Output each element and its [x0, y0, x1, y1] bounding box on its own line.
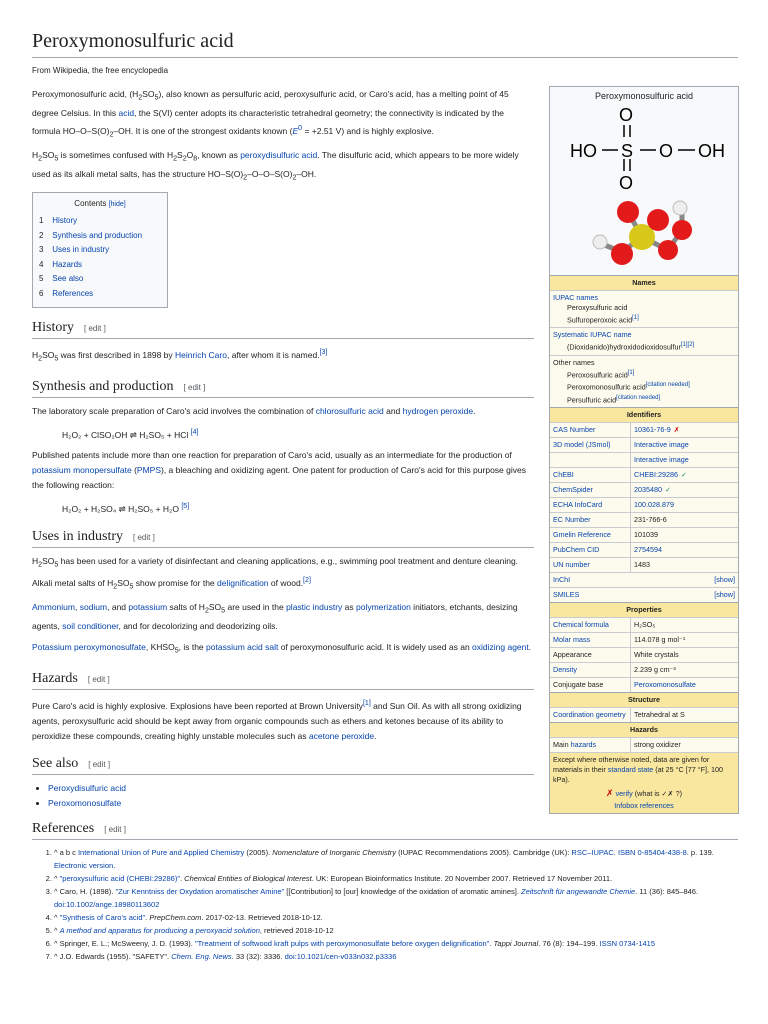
check-cross-icon: ✓✗ — [661, 788, 674, 798]
chembox — [549, 86, 739, 814]
infobox-section-structure: Structure — [550, 692, 738, 707]
polymerization-link[interactable]: polymerization — [356, 602, 411, 613]
reference-item: 2. ^ "peroxysulfuric acid (CHEBI:29286)". Chemical Entities of Biological Interest. UK: European Bioinformatics Institute. 20 November 2007. Retrieved 17 November 2011. — [54, 872, 738, 885]
identifier-value[interactable]: 2035480 — [634, 484, 662, 494]
identifier-value: 1483 — [634, 559, 650, 569]
structural-formula-image — [550, 107, 738, 189]
show-button[interactable]: [show] — [714, 574, 735, 584]
peroxydisulfuric-acid-link[interactable]: peroxydisulfuric acid — [240, 150, 318, 161]
infobox-section-hazards: Hazards — [550, 722, 738, 737]
infobox-row-inchi: InChI [show] — [550, 572, 738, 587]
infobox-systematic-name: Systematic IUPAC name (Dioxidanido)hydroxidodioxidosulfur[1][2] — [550, 327, 738, 354]
citation-link[interactable]: [2] — [303, 575, 311, 584]
reference-item: 7. ^ J.O. Edwards (1955). "SAFETY". Chem. Eng. News. 33 (32): 3336. doi:10.1021/cen-v033n032.p3336 — [54, 950, 738, 963]
toc-title: Contents [hide] — [74, 198, 126, 208]
standard-state-link[interactable]: standard state — [607, 764, 654, 774]
citation-link[interactable]: [1] — [362, 698, 371, 707]
intro-paragraph-2: $H_2SO_5$ is sometimes confused with $H_2S_2O_8$, known as peroxydisulfuric acid. The disulfuric acid, which appears to be more widely used as its alkali metal salts, has the structure $HO-S(O)_2-O-O-S(O)_2-OH$. — [32, 150, 519, 182]
edit-link[interactable]: [ edit ] — [133, 533, 155, 543]
uses-paragraph-1: $H_2SO_5$ has been used for a variety of disinfectant and cleaning applications, e.g., swimming pool treatment and denture cleaning. Alkali metal salts of $H_2SO_5$ show promise for the delignification of wood.[2] — [32, 556, 519, 591]
infobox-row-coordination: Coordination geometry Tetrahedral at S — [550, 707, 738, 722]
systematic-name-link[interactable]: Systematic IUPAC name — [553, 330, 632, 340]
struct-ho: HO — [570, 141, 597, 161]
infobox-identifier-row — [550, 557, 738, 572]
pmps-link[interactable]: PMPS — [136, 465, 161, 476]
citation-link[interactable]: [3] — [319, 348, 328, 357]
synthesis-paragraph-2: Published patents include more than one reaction for preparation of Caro's acid, usually as an intermediate for the production of potassium monopersulfate (PMPS), a bleaching and oxidizing agent. One patent for production of Caro's acid for this purpose gives the following reaction: — [32, 450, 526, 491]
chlorosulfuric-acid-link[interactable]: chlorosulfuric acid — [315, 405, 384, 416]
toc-item-history[interactable]: 1 History — [39, 216, 78, 226]
infobox-identifier-row — [550, 512, 738, 527]
identifier-label[interactable]: 3D model (JSmol) — [553, 439, 611, 449]
struct-oh: OH — [698, 141, 725, 161]
page-title: Peroxymonosulfuric acid — [32, 30, 738, 58]
ammonium-link[interactable]: Ammonium — [32, 602, 75, 613]
sodium-link[interactable]: sodium — [79, 602, 108, 613]
heinrich-caro-link[interactable]: Heinrich Caro — [175, 349, 227, 360]
identifier-label[interactable]: ECHA InfoCard — [553, 499, 603, 509]
potassium-link[interactable]: potassium — [128, 602, 168, 613]
infobox-row-appearance: Appearance White crystals — [550, 647, 738, 662]
uses-paragraph-3: Potassium peroxymonosulfate, $KHSO_5$, is the potassium acid salt of peroxymonosulfuric acid. It is widely used as an oxidizing agent. — [32, 642, 532, 655]
infobox-section-names: Names — [550, 275, 738, 290]
infobox-footer: Except where otherwise noted, data are given for materials in their standard state (at 25 °C [77 °F], 100 kPa). ✗ verify (what is ✓✗ ?) Infobox references — [550, 752, 738, 813]
infobox-identifier-row — [550, 542, 738, 557]
hydrogen-peroxide-link[interactable]: hydrogen peroxide — [402, 405, 474, 416]
identifier-value[interactable]: Interactive image — [634, 439, 689, 449]
citation-link[interactable]: [4] — [190, 427, 199, 436]
toc-item-see-also[interactable]: 5 See also — [39, 274, 84, 284]
acetone-peroxide-link[interactable]: acetone peroxide — [308, 730, 375, 741]
delignification-link[interactable]: delignification — [217, 577, 269, 588]
infobox-row-density: Density 2.239 g cm⁻³ — [550, 662, 738, 677]
identifier-value[interactable]: CHEBI:29286 — [634, 469, 678, 479]
reference-item: 4. ^ "Synthesis of Caro's acid". PrepChem.com. 2017-02-13. Retrieved 2018-10-12. — [54, 911, 738, 924]
identifier-label[interactable]: PubChem CID — [553, 544, 600, 554]
infobox-identifier-row — [550, 482, 738, 497]
check-icon: ✓ — [680, 469, 687, 479]
synthesis-paragraph-1: The laboratory scale preparation of Caro's acid involves the combination of chlorosulfuric acid and hydrogen peroxide. — [32, 405, 476, 416]
identifier-label[interactable]: EC Number — [553, 514, 591, 524]
iupac-names-link[interactable]: IUPAC names — [553, 293, 599, 302]
plastic-industry-link[interactable]: plastic industry — [286, 602, 343, 613]
infobox-row-main-hazards: Main hazards strong oxidizer — [550, 737, 738, 752]
infobox-identifier-row — [550, 527, 738, 542]
edit-link[interactable]: [ edit ] — [104, 824, 126, 834]
toc-item-synthesis[interactable]: 2 Synthesis and production — [39, 230, 143, 240]
infobox-row-smiles: SMILES [show] — [550, 587, 738, 602]
cross-icon: ✗ — [606, 787, 614, 798]
see-also-heading: See also [ edit ] — [32, 756, 534, 775]
verify-link[interactable]: verify — [615, 788, 633, 798]
potassium-acid-salt-link[interactable]: potassium acid salt — [206, 642, 279, 653]
uses-paragraph-2: Ammonium, sodium, and potassium salts of $H_2SO_5$ are used in the plastic industry as polymerization initiators, etchants, desizing agents, soil conditioner, and for decolorizing and deodorizing oils. — [32, 602, 518, 632]
see-also-link[interactable]: Peroxydisulfuric acid — [48, 782, 126, 793]
list-item — [48, 781, 534, 796]
references-list — [32, 846, 738, 963]
infobox-title: Peroxymonosulfuric acid — [594, 91, 694, 101]
page-subtitle: From Wikipedia, the free encyclopedia — [32, 66, 169, 75]
identifier-label[interactable]: CAS Number — [553, 424, 596, 434]
identifiers-rows — [550, 422, 738, 572]
check-icon: ✓ — [664, 484, 672, 494]
table-of-contents — [32, 192, 168, 309]
infobox-iupac-names: IUPAC names Peroxysulfuric acid Sulfuroperoxoic acid[1] — [550, 290, 738, 327]
main-content — [32, 87, 534, 811]
page — [32, 30, 738, 963]
hazards-heading: Hazards [ edit ] — [32, 671, 534, 690]
oxidizing-agent-link[interactable]: oxidizing agent — [472, 642, 529, 653]
equation-2: H₂O₂ + H₂SO₄ ⇌ H₂SO₅ + H₂O [5] — [62, 502, 190, 515]
soil-conditioner-link[interactable]: soil conditioner — [62, 621, 119, 632]
identifier-value[interactable]: Interactive image — [634, 454, 689, 464]
infobox-section-identifiers: Identifiers — [550, 407, 738, 422]
reference-item: 5. ^ A method and apparatus for producing a peroxyacid solution, retrieved 2018-10-12 — [54, 924, 738, 937]
struct-s: S — [621, 141, 634, 161]
identifier-value: 101039 — [634, 529, 658, 539]
toc-item-references[interactable]: 6 References — [39, 288, 94, 298]
equation-1: H₂O₂ + ClSO₂OH ⇌ H₂SO₅ + HCl [4] — [62, 427, 199, 440]
infobox-identifier-row — [550, 452, 738, 467]
references-heading: References [ edit ] — [32, 821, 738, 840]
history-heading: History [ edit ] — [32, 320, 534, 339]
infobox-identifier-row — [550, 467, 738, 482]
synthesis-heading: Synthesis and production [ edit ] — [32, 379, 534, 398]
uses-heading: Uses in industry [ edit ] — [32, 529, 534, 548]
ball-and-stick-model-image — [550, 192, 738, 272]
identifier-value[interactable]: 2754594 — [634, 544, 662, 554]
reference-item: 6. ^ Springer, E. L.; McSweeny, J. D. (1993). "Treatment of softwood kraft pulps with peroxymonosulfate before oxygen delignification". Tappi Journal. 76 (8): 194–199. ISSN 0734-1415 — [54, 937, 738, 950]
infobox-section-properties: Properties — [550, 602, 738, 617]
toc-item-uses[interactable]: 3 Uses in industry — [39, 245, 110, 255]
infobox-identifier-row — [550, 422, 738, 437]
infobox-references-link[interactable]: Infobox references — [614, 800, 674, 810]
edit-link[interactable]: [ edit ] — [183, 382, 206, 392]
infobox-identifier-row — [550, 437, 738, 452]
identifier-label[interactable]: UN number — [553, 559, 590, 569]
reference-item: 3. ^ Caro, H. (1898). "Zur Kenntniss der Oxydation aromatischer Amine" [[Contribution] to [our] knowledge of the oxidation of aromatic amines]. Zeitschrift für angewandte Chemie. 11 (36): 845–846. doi:10.1002/ange.18980113602 — [54, 885, 738, 911]
infobox-row-formula: Chemical formula H₂SO₅ — [550, 617, 738, 632]
infobox-other-names: Other names Peroxosulfuric acid[1] Peroxomonosulfuric acid[citation needed] Persulfuric acid[citation needed] — [550, 355, 738, 407]
infobox-row-conjugate-base: Conjugate base Peroxomonosulfate — [550, 677, 738, 692]
hazards-paragraph: Pure Caro's acid is highly explosive. Explosions have been reported at Brown University[1] and Sun Oil. As with all strong oxidizing agents, peroxysulfuric acid should be kept away from organic compounds such as ethers and ketones because of its ability to peroxidize these compounds, creating highly unstable molecules such as acetone peroxide. — [32, 698, 522, 741]
infobox-identifier-row — [550, 497, 738, 512]
identifier-label[interactable]: ChemSpider — [553, 484, 593, 494]
intro-paragraph-1: Peroxymonosulfuric acid, $(H_2SO_5)$, also known as persulfuric acid, peroxysulfuric acid, or Caro's acid, has a melting point of 45 degree Celsius. In this acid, the S(VI) center adopts its characteristic tetrahedral geometry; the connectivity is indicated by the formula $HO-O-S(O)_2-OH$. It is one of the strongest oxidants known (E$^0$ = +2.51 V) and is highly explosive. — [32, 89, 509, 139]
identifier-value: 231-766-6 — [634, 514, 667, 524]
potassium-monopersulfate-link[interactable]: potassium monopersulfate — [32, 465, 132, 476]
see-also-link[interactable]: Peroxomonosulfate — [48, 797, 122, 808]
list-item — [48, 796, 534, 811]
toc-hide-link[interactable]: [hide] — [108, 200, 126, 208]
edit-link[interactable]: [ edit ] — [88, 759, 111, 769]
history-paragraph: $H_2SO_5$ was first described in 1898 by Heinrich Caro, after whom it is named.[3] — [32, 348, 328, 363]
struct-o-bottom: O — [619, 173, 634, 189]
reference-item: 1. ^ a b c International Union of Pure and Applied Chemistry (2005). Nomenclature of Inorganic Chemistry (IUPAC Recommendations 2005). Cambridge (UK): RSC–IUPAC. ISBN 0-85404-438-8. p. 139. Electronic version. — [54, 846, 738, 872]
potassium-peroxymonosulfate-link[interactable]: Potassium peroxymonosulfate — [32, 642, 146, 653]
identifier-label[interactable]: Gmelin Reference — [553, 529, 611, 539]
cross-icon: ✗ — [673, 424, 680, 434]
citation-link[interactable]: [5] — [181, 502, 190, 511]
e0-link[interactable]: E$^0$ — [292, 123, 303, 136]
identifier-value[interactable]: 100.028.879 — [634, 499, 674, 509]
edit-link[interactable]: [ edit ] — [87, 674, 110, 684]
struct-o-mid: O — [659, 141, 674, 161]
see-also-list — [32, 781, 534, 811]
identifier-value[interactable]: 10361-76-9 — [634, 424, 671, 434]
toc-item-hazards[interactable]: 4 Hazards — [39, 259, 83, 269]
struct-o-top: O — [619, 107, 634, 125]
identifier-label[interactable]: ChEBI — [553, 469, 574, 479]
infobox-row-molar-mass: Molar mass 114.078 g mol⁻¹ — [550, 632, 738, 647]
edit-link[interactable]: [ edit ] — [84, 324, 106, 334]
show-button[interactable]: [show] — [714, 589, 735, 599]
acid-link[interactable]: acid — [118, 107, 135, 118]
